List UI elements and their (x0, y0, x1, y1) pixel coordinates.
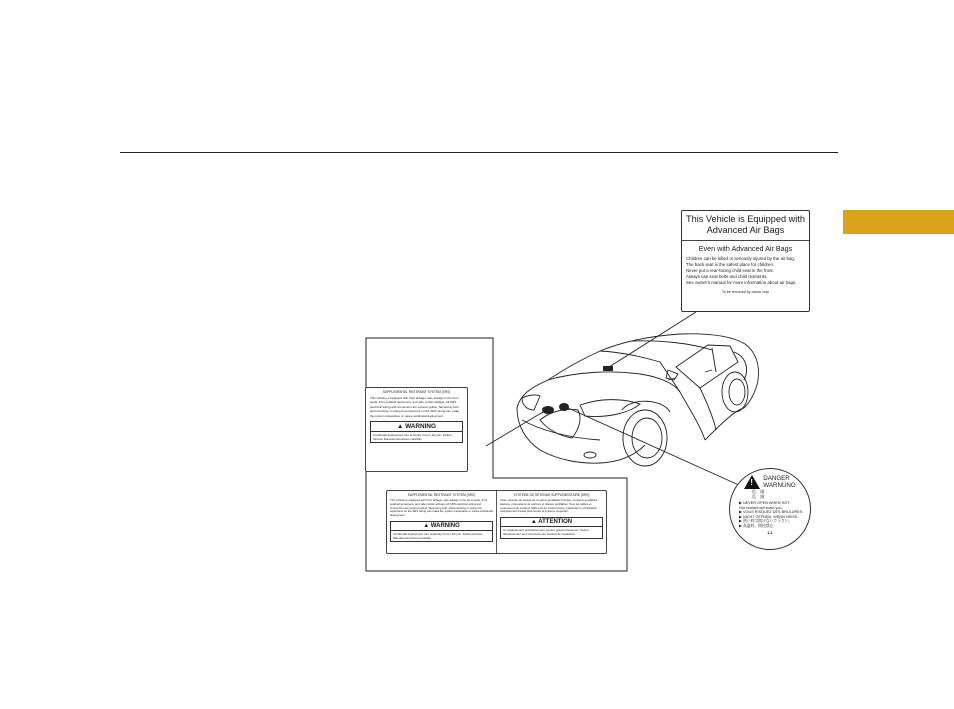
danger-kanji-2: 危 険 (752, 494, 765, 499)
danger-line: ▶ NICHT ÖFFNEN, WENN HEISS. (739, 514, 799, 519)
danger-line: ▶ VOUS RISQUEZ DES BRULURES. (739, 510, 804, 515)
danger-words (763, 475, 795, 489)
srs-bilingual-label (386, 490, 607, 554)
header-rule (120, 152, 838, 153)
srs-english-header: SUPPLEMENTAL RESTRAINT SYSTEM (SRS) (407, 493, 476, 497)
srs-english-warning-body: Accidental deployment can seriously hurt or kill you. Follow Service Manual instructions carefully. (393, 531, 483, 541)
hood-label-marker-2 (559, 403, 569, 411)
danger-line: ▶ NEVER OPEN WHEN HOT. (739, 501, 791, 505)
danger-line: ▶ 高温時、開栓禁止 (739, 523, 774, 528)
radiator-cap-danger-label (729, 468, 811, 550)
srs-english-column (387, 491, 496, 553)
srs-french-warning-body: Un déploiement accidentel peut causer graves blessures. Suivre attentivement les instructions du manuel de réparation. (503, 528, 589, 537)
airbag-label-title-1: This Vehicle is Equipped with (686, 214, 805, 224)
srs-english-body: This vehicle is equipped with front airbags, side airbags in the front seats, front seatbelt tensioners, and side curtain airbags. All SRS electrical wiring and connectors are colored yellow. Tampering with, disconnecting or using test equipment on the SRS wiring can make the system inoperative or cause accidental deployment. (390, 498, 493, 518)
hood-label-marker-1 (542, 406, 554, 414)
srs-french-warning-title: ▲ ATTENTION (501, 518, 602, 527)
srs-label-body: This vehicle is equipped with front airbags, side airbags in the front seats, front seatbelt tensioners, and side curtain airbags. All SRS electrical wiring and connectors are colored yellow. Tampering with, disconnecting or using test equipment on the SRS wiring can make the system inoperative or cause accidental deployment. (370, 396, 460, 418)
srs-french-body: Cette vehicule est equipe de coussins gonflables frontaux, coussins gonflables lateraux, prétendeurs de ceinture et rideaux gonflables. Tous les cables et connecteurs du systeme SRS sont de couleur jaune. L'alteration ou l'utilisation d'equipement d'essai peut rendre le systeme inoperant. (500, 498, 598, 514)
leader-line-srs (486, 412, 543, 446)
airbag-label-line: The back seat is the safest place for children. (686, 262, 775, 267)
danger-kanji (752, 489, 810, 499)
srs-label (365, 387, 468, 472)
airbag-label-footer: To be removed by owner only (722, 290, 769, 294)
srs-warning-title: ▲ WARNING (371, 422, 462, 432)
danger-kanji-1: 危 険 (752, 489, 765, 494)
airbag-label-separator (682, 240, 809, 241)
srs-warning-box (370, 421, 463, 443)
leader-line-danger (568, 408, 741, 486)
airbag-label-subtitle: Even with Advanced Air Bags (698, 244, 793, 253)
airbag-label-line: Never put a rear-facing child seat in the front. (686, 268, 774, 273)
danger-line: Hot coolant will scald you. (739, 505, 783, 510)
car-outline (517, 334, 758, 466)
srs-english-warning-title: ▲ WARNING (391, 522, 492, 531)
airbag-label-line: See owner's manual for more information about air bags. (686, 280, 797, 285)
danger-mark: 1.1 (767, 529, 773, 535)
srs-french-header: SYSTÈME DE RETENUE SUPPLÉMENTAIRE (SRS) (513, 493, 590, 497)
srs-label-header: SUPPLEMENTAL RESTRAINT SYSTEM (SRS) (382, 390, 451, 394)
danger-text: DANGER (763, 475, 790, 482)
danger-lines (730, 501, 810, 529)
srs-warning-body: Accidental deployment can seriously hurt or kill you. Follow Service Manual instructions carefully. (373, 433, 452, 442)
airbag-label-line: Children can be killed or seriously injured by the air bag. (686, 256, 796, 261)
srs-french-warning-box (500, 517, 603, 538)
warning-triangle-icon: ! (744, 475, 760, 489)
airbag-label-line: Always use seat belts and child restraints. (686, 274, 768, 279)
section-tab (843, 210, 954, 234)
leader-line-airbag (609, 312, 696, 367)
srs-french-column (496, 491, 606, 553)
srs-english-warning-box (390, 521, 493, 542)
advanced-airbag-label (681, 210, 810, 312)
warnung-text: WARNUNG (763, 482, 796, 489)
danger-header (730, 475, 810, 489)
windshield-label-marker (603, 366, 613, 371)
airbag-label-title-2: Advanced Air Bags (706, 225, 785, 235)
danger-line: ▶ 熱い時は開けないで下さい。 (739, 519, 793, 524)
